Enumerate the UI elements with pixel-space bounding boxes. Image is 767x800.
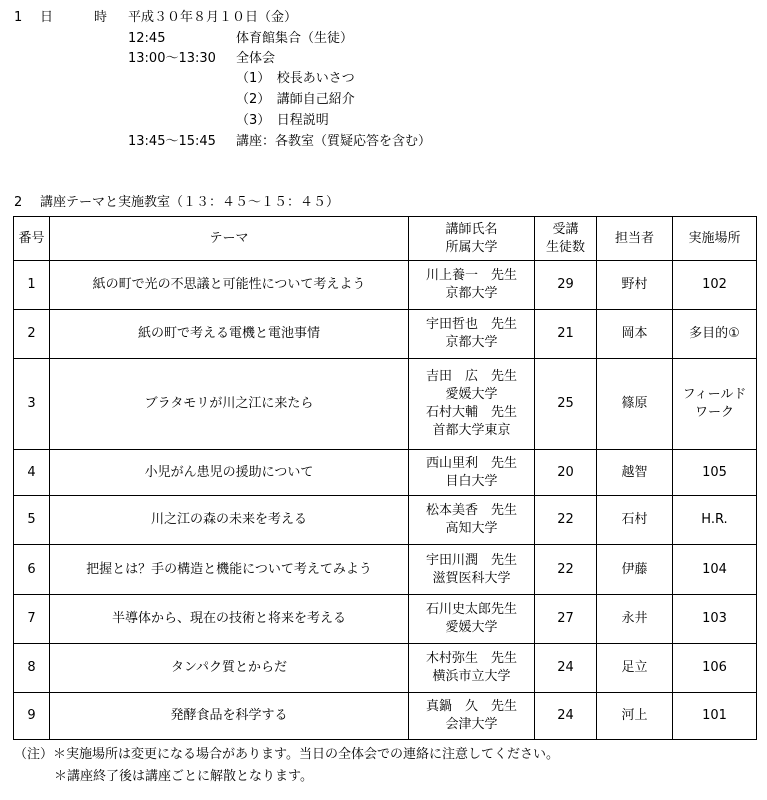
row-number: 5 [14, 496, 50, 545]
table-row [14, 496, 757, 545]
lecturer-line: 横浜市立大学 [432, 669, 511, 684]
section-heading: 講座テーマと実施教室（１３：４５～１５：４５） [40, 195, 340, 210]
schedule-time: 12:45 [128, 31, 166, 46]
schedule-time: 13:00～13:30 [128, 51, 216, 66]
lecturer [409, 595, 535, 644]
lecturer [409, 359, 535, 450]
row-number: 2 [14, 310, 50, 359]
lecturer-line: 木村弥生 先生 [425, 651, 517, 666]
person-in-charge: 伊藤 [597, 545, 673, 595]
room-line: フィールド [682, 387, 747, 402]
lecture-theme: 川之江の森の未来を考える [50, 496, 409, 545]
student-count: 29 [535, 261, 597, 310]
lecturer-line: 松本美香 先生 [425, 503, 517, 518]
row-number: 7 [14, 595, 50, 644]
room [673, 545, 757, 595]
room-line: 103 [702, 611, 727, 626]
person-in-charge: 永井 [597, 595, 673, 644]
student-count: 25 [535, 359, 597, 450]
student-count: 27 [535, 595, 597, 644]
lecturer-line: 石川史太郎先生 [425, 602, 517, 617]
lecture-theme: 紙の町で光の不思議と可能性について考えよう [50, 261, 409, 310]
table-row [14, 644, 757, 693]
room [673, 693, 757, 740]
row-number: 4 [14, 450, 50, 496]
lecture-theme: 把握とは？手の構造と機能について考えてみよう [50, 545, 409, 595]
person-in-charge: 河上 [597, 693, 673, 740]
lecture-table [13, 216, 757, 740]
room-line: 105 [702, 464, 727, 480]
lecturer-line: 石村大輔 先生 [425, 405, 517, 420]
room [673, 359, 757, 450]
schedule-time: 13:45～15:45 [128, 134, 216, 149]
lecturer [409, 545, 535, 595]
person-in-charge: 足立 [597, 644, 673, 693]
row-number: 3 [14, 359, 50, 450]
note-line: （注）＊実施場所は変更になる場合があります。当日の全体会での連絡に注意してください。 [14, 747, 559, 762]
lecture-theme: ブラタモリが川之江に来たら [50, 359, 409, 450]
lecture-theme: 紙の町で考える電機と電池事情 [50, 310, 409, 359]
lecturer-line: 目白大学 [445, 473, 498, 489]
row-number: 6 [14, 545, 50, 595]
room-line: 102 [702, 277, 727, 292]
room-line: H.R. [701, 512, 728, 527]
lecturer-line: 京都大学 [445, 286, 498, 301]
student-count: 22 [535, 496, 597, 545]
lecture-theme: 小児がん患児の援助について [50, 450, 409, 496]
lecturer-line: 宇田哲也 先生 [425, 317, 517, 332]
person-in-charge: 野村 [597, 261, 673, 310]
header-person: 担当者 [597, 217, 673, 261]
lecturer-line: 愛媛大学 [445, 620, 498, 635]
lecturer [409, 693, 535, 740]
person-in-charge: 岡本 [597, 310, 673, 359]
room-line: 101 [702, 708, 727, 723]
room [673, 644, 757, 693]
student-count: 24 [535, 644, 597, 693]
table-row [14, 545, 757, 595]
person-in-charge: 越智 [597, 450, 673, 496]
room [673, 450, 757, 496]
schedule-desc: 講座：各教室（質疑応答を含む） [236, 134, 432, 149]
lecturer-line: 高知大学 [445, 521, 498, 536]
header-students: 受講 生徒数 [535, 217, 597, 261]
row-number: 8 [14, 644, 50, 693]
lecturer-line: 宇田川潤 先生 [425, 552, 517, 568]
lecturer-line: 真鍋 久 先生 [425, 699, 517, 714]
student-count: 21 [535, 310, 597, 359]
section-heading: 日 時 [40, 10, 122, 25]
lecturer-line: 吉田 広 先生 [425, 369, 517, 384]
schedule-subitem: （3） 日程説明 [236, 113, 329, 128]
lecturer-line: 愛媛大学 [445, 387, 498, 402]
section-number: 1 [14, 10, 23, 25]
room [673, 310, 757, 359]
student-count: 24 [535, 693, 597, 740]
schedule-desc: 全体会 [236, 51, 276, 66]
room [673, 496, 757, 545]
table-row [14, 595, 757, 644]
table-row [14, 310, 757, 359]
table-row [14, 261, 757, 310]
lecturer-line: 京都大学 [445, 335, 498, 350]
room-line: 多目的① [689, 326, 740, 341]
lecturer-line: 西山里利 先生 [425, 455, 517, 471]
room [673, 261, 757, 310]
room-line: 104 [702, 561, 727, 577]
lecture-theme: タンパク質とからだ [50, 644, 409, 693]
lecturer [409, 261, 535, 310]
lecture-theme: 発酵食品を科学する [50, 693, 409, 740]
header-number: 番号 [14, 217, 50, 261]
room-line: 106 [702, 660, 727, 675]
header-theme: テーマ [50, 217, 409, 261]
note-line: ＊講座終了後は講座ごとに解散となります。 [54, 769, 313, 784]
section-number: 2 [14, 195, 23, 210]
header-room: 実施場所 [673, 217, 757, 261]
lecturer-line: 川上養一 先生 [425, 268, 517, 283]
table-row [14, 693, 757, 740]
event-date: 平成３０年８月１０日（金） [128, 10, 298, 25]
schedule-subitem: （1） 校長あいさつ [236, 71, 355, 86]
student-count: 20 [535, 450, 597, 496]
lecturer-line: 首都大学東京 [432, 423, 511, 438]
row-number: 1 [14, 261, 50, 310]
room-line: ワーク [694, 405, 734, 420]
lecturer [409, 644, 535, 693]
student-count: 22 [535, 545, 597, 595]
header-lecturer: 講師氏名 所属大学 [409, 217, 535, 261]
row-number: 9 [14, 693, 50, 740]
lecturer-line: 滋賀医科大学 [432, 570, 511, 586]
person-in-charge: 石村 [597, 496, 673, 545]
lecture-theme: 半導体から、現在の技術と将来を考える [50, 595, 409, 644]
table-header-row [14, 217, 757, 261]
lecturer [409, 450, 535, 496]
table-row [14, 450, 757, 496]
schedule-desc: 体育館集合（生徒） [236, 31, 354, 46]
schedule-subitem: （2） 講師自己紹介 [236, 92, 355, 107]
lecturer [409, 310, 535, 359]
person-in-charge: 篠原 [597, 359, 673, 450]
lecturer [409, 496, 535, 545]
lecturer-line: 会津大学 [445, 717, 498, 732]
table-row [14, 359, 757, 450]
room [673, 595, 757, 644]
